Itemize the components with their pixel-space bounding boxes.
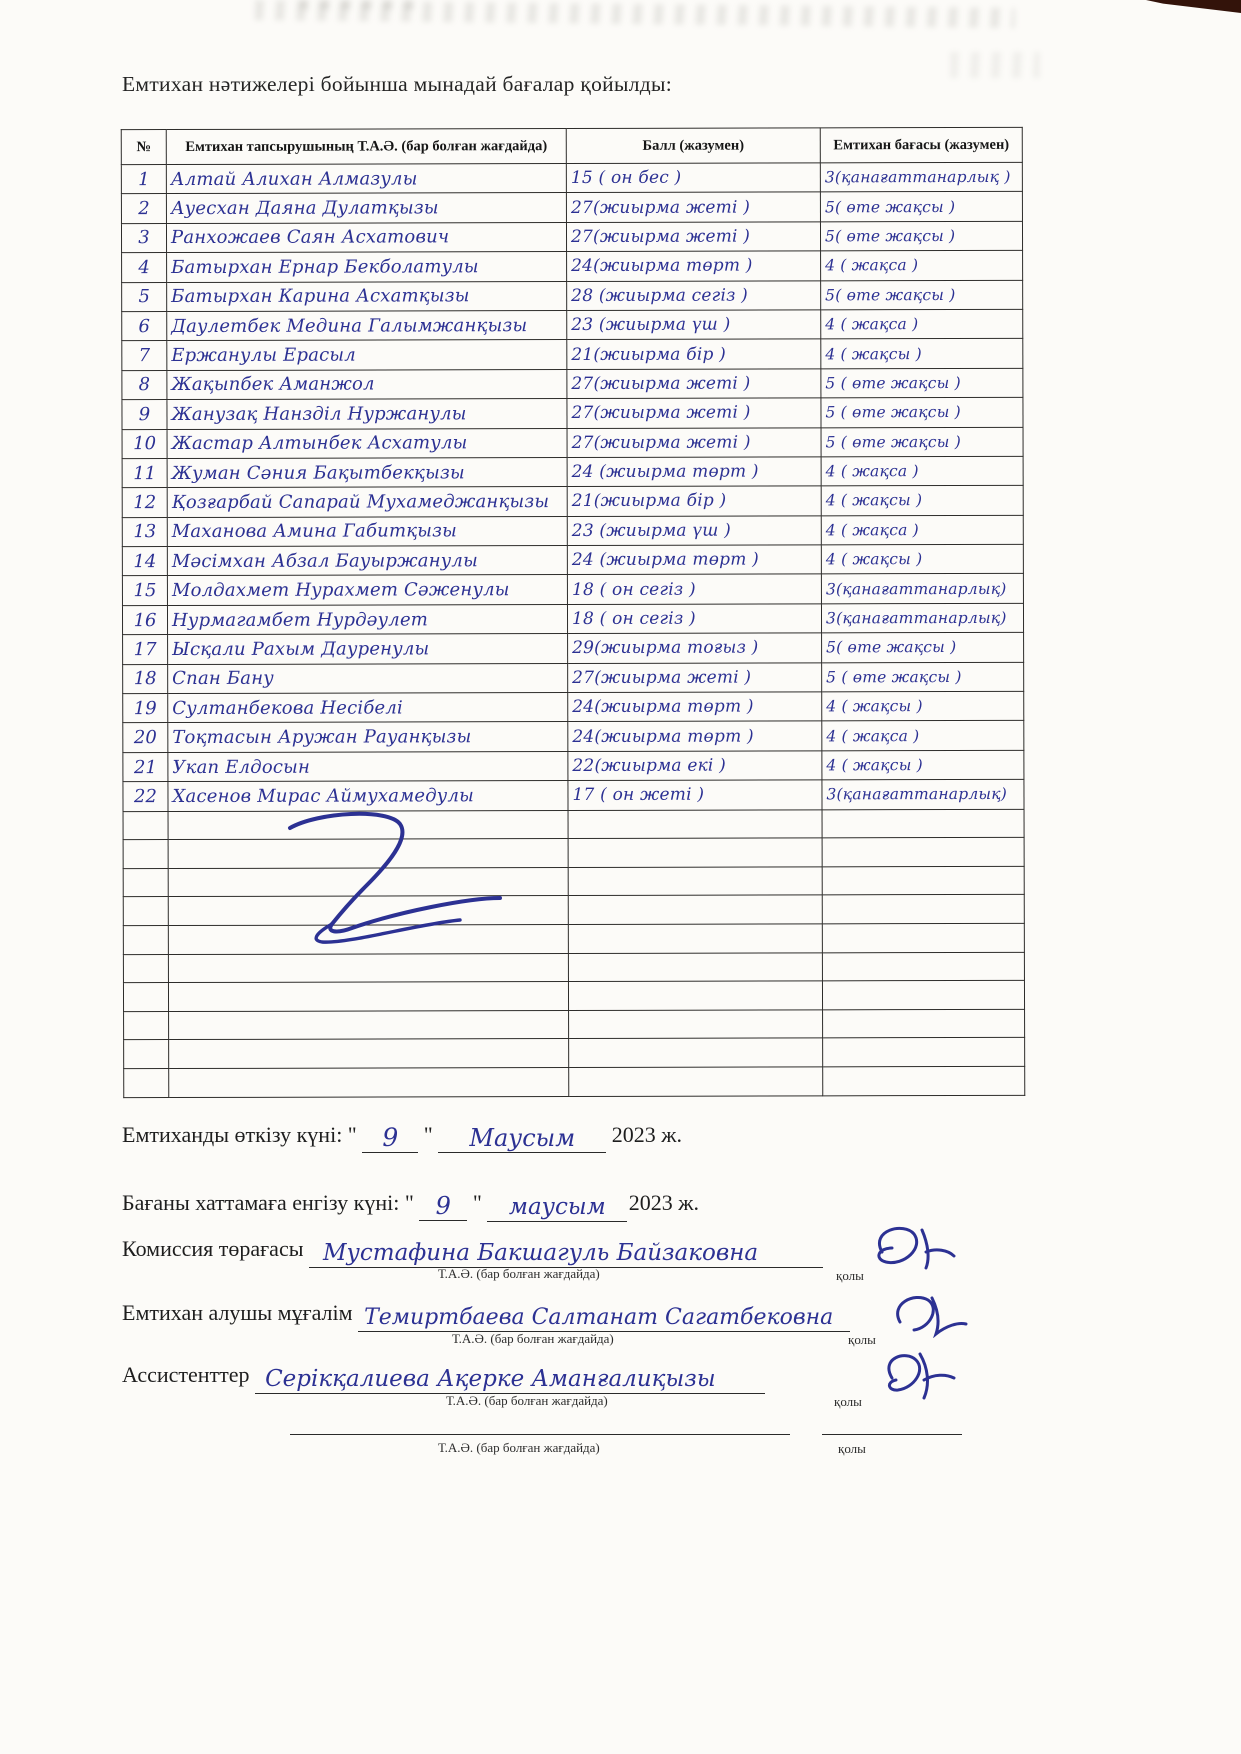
cell-score: 21(жиырма бір ) xyxy=(567,339,821,369)
chairman-sign-caption: қолы xyxy=(836,1268,864,1283)
chairman-line xyxy=(122,1236,823,1268)
empty-table-row xyxy=(124,1038,1025,1069)
header-score: Балл (жазумен) xyxy=(566,128,820,164)
cell-num: 17 xyxy=(123,635,168,665)
results-table-body xyxy=(121,162,1024,1097)
cell-num: 19 xyxy=(123,694,168,724)
cell-name: Батырхан Ернар Бекболатулы xyxy=(167,252,567,282)
table-row xyxy=(121,192,1022,224)
cell-grade: 3(қанағаттанарлық) xyxy=(821,574,1023,604)
empty-cell xyxy=(568,924,822,953)
cell-num: 20 xyxy=(123,723,168,753)
exam-date-line xyxy=(122,1122,682,1153)
protocol-date-year: 2023 ж. xyxy=(628,1190,699,1215)
empty-cell xyxy=(822,895,1024,924)
empty-table-row xyxy=(123,952,1024,983)
examiner-label: Емтихан алушы мұғалім xyxy=(122,1300,353,1325)
table-row xyxy=(122,280,1023,312)
empty-cell xyxy=(822,923,1024,952)
cell-grade: 4 ( жақсы ) xyxy=(821,339,1023,369)
cell-score: 23 (жиырма үш ) xyxy=(567,516,821,546)
cell-grade: 4 ( жақсы ) xyxy=(822,691,1024,721)
cell-grade: 3(қанағаттанарлық) xyxy=(821,603,1023,633)
table-row xyxy=(122,339,1023,371)
results-table-header xyxy=(121,127,1022,164)
assistants-label: Ассистенттер xyxy=(122,1362,250,1387)
cell-score: 27(жиырма жеті ) xyxy=(567,427,821,457)
empty-table-row xyxy=(123,980,1024,1011)
examiner-line xyxy=(122,1300,850,1332)
cell-score: 18 ( он сегіз ) xyxy=(567,574,821,604)
table-row xyxy=(122,574,1023,606)
table-row xyxy=(123,633,1024,665)
cell-name: Ержанулы Ерасыл xyxy=(167,340,567,370)
cell-grade: 4 ( жақса ) xyxy=(821,515,1023,545)
cell-num: 21 xyxy=(123,752,168,782)
cell-name: Мәсімхан Абзал Бауыржанулы xyxy=(167,546,567,576)
cell-num: 10 xyxy=(122,429,167,459)
header-number: № xyxy=(121,130,166,165)
empty-cell xyxy=(822,866,1024,895)
examiner-name: Темиртбаева Салтанат Сагатбековна xyxy=(358,1307,850,1332)
pen-flourish-signature xyxy=(248,802,538,952)
protocol-date-line xyxy=(122,1190,699,1222)
assistants-signature xyxy=(858,1348,958,1402)
cell-score: 24(жиырма төрт ) xyxy=(568,692,822,722)
cell-score: 28 (жиырма сегіз ) xyxy=(567,280,821,310)
protocol-date-label: Бағаны хаттамаға енгізу күні: " xyxy=(122,1190,414,1215)
quote-mark: " xyxy=(423,1122,433,1147)
cell-score: 27(жиырма жеті ) xyxy=(567,369,821,399)
cell-score: 17 ( он жеті ) xyxy=(568,780,822,810)
cell-grade: 3(қанағаттанарлық ) xyxy=(820,162,1022,192)
assistants-name-caption: Т.А.Ә. (бар болған жағдайда) xyxy=(446,1393,608,1408)
cell-num: 3 xyxy=(121,223,166,253)
empty-cell xyxy=(822,952,1024,981)
exam-date-year: 2023 ж. xyxy=(611,1122,682,1147)
table-row xyxy=(122,250,1023,282)
cell-grade: 4 ( жақсы ) xyxy=(822,750,1024,780)
blank-name-line xyxy=(290,1434,790,1435)
cell-num: 7 xyxy=(122,341,167,371)
empty-cell xyxy=(123,983,168,1012)
cell-num: 16 xyxy=(122,605,167,635)
cell-score: 21(жиырма бір ) xyxy=(567,486,821,516)
empty-cell xyxy=(124,1011,169,1040)
empty-cell xyxy=(823,1038,1025,1067)
cell-name: Алтай Алихан Алмазулы xyxy=(166,164,566,194)
table-row xyxy=(122,603,1023,635)
blank-sign-line xyxy=(822,1434,962,1435)
cell-score: 22(жиырма екі ) xyxy=(568,751,822,781)
assistants-sign-caption: қолы xyxy=(834,1394,862,1409)
header-grade: Емтихан бағасы (жазумен) xyxy=(820,127,1022,163)
cell-grade: 5( өте жақсы ) xyxy=(820,221,1022,251)
cell-score: 27(жиырма жеті ) xyxy=(568,662,822,692)
empty-cell xyxy=(568,981,822,1010)
cell-name: Жастар Алтынбек Асхатулы xyxy=(167,428,567,458)
cell-grade: 5 ( өте жақсы ) xyxy=(821,368,1023,398)
table-row xyxy=(123,691,1024,723)
cell-score: 15 ( он бес ) xyxy=(566,163,820,193)
exam-date-label: Емтиханды өткізу күні: " xyxy=(122,1122,357,1147)
cell-name: Батырхан Карина Асхатқызы xyxy=(167,281,567,311)
cell-name: Спан Бану xyxy=(168,663,568,693)
table-row xyxy=(123,750,1024,782)
empty-cell xyxy=(123,897,168,926)
cell-score: 29(жиырма тоғыз ) xyxy=(568,633,822,663)
cell-grade: 4 ( жақса ) xyxy=(821,456,1023,486)
cell-grade: 4 ( жақса ) xyxy=(821,309,1023,339)
empty-cell xyxy=(124,1040,169,1069)
table-row xyxy=(122,427,1023,459)
cell-num: 15 xyxy=(122,576,167,606)
cell-name: Нурмагамбет Нурдәулет xyxy=(167,604,567,634)
empty-table-row xyxy=(124,1066,1025,1097)
cell-name: Жанузақ Нанзділ Нуржанулы xyxy=(167,399,567,429)
cell-grade: 5( өте жақсы ) xyxy=(820,192,1022,222)
cell-score: 18 ( он сегіз ) xyxy=(567,604,821,634)
examiner-sign-caption: қолы xyxy=(848,1332,876,1347)
table-row xyxy=(122,544,1023,576)
examiner-signature xyxy=(880,1288,970,1338)
empty-cell xyxy=(569,1067,823,1096)
header-name: Емтихан тапсырушының Т.А.Ә. (бар болған жағдайда) xyxy=(166,129,566,165)
table-row xyxy=(122,397,1023,429)
cell-num: 2 xyxy=(121,194,166,224)
table-row xyxy=(122,456,1023,488)
empty-cell xyxy=(124,1068,169,1097)
chairman-signature xyxy=(852,1222,962,1274)
empty-cell xyxy=(822,980,1024,1009)
cell-num: 22 xyxy=(123,782,168,812)
empty-table-row xyxy=(124,1009,1025,1040)
chairman-label: Комиссия төрағасы xyxy=(122,1236,304,1261)
cell-grade: 5 ( өте жақсы ) xyxy=(821,397,1023,427)
table-row xyxy=(121,221,1022,253)
cell-score: 24(жиырма төрт ) xyxy=(567,251,821,281)
cell-num: 13 xyxy=(122,517,167,547)
cell-name: Қозғарбай Сапарай Мухамеджанқызы xyxy=(167,487,567,517)
table-row xyxy=(123,662,1024,694)
cell-grade: 4 ( жақса ) xyxy=(821,250,1023,280)
empty-cell xyxy=(169,1067,569,1097)
cell-name: Тоқтасын Аружан Рауанқызы xyxy=(168,722,568,752)
protocol-date-day: 9 xyxy=(419,1194,467,1221)
empty-cell xyxy=(568,809,822,838)
table-row xyxy=(121,162,1022,194)
header-row xyxy=(121,127,1022,164)
empty-cell xyxy=(822,809,1024,838)
cell-num: 8 xyxy=(122,370,167,400)
empty-cell xyxy=(169,1039,569,1069)
assistants-line xyxy=(122,1362,765,1394)
empty-cell xyxy=(568,952,822,981)
cell-grade: 3(қанағаттанарлық) xyxy=(822,780,1024,810)
cell-score: 27(жиырма жеті ) xyxy=(566,222,820,252)
cell-num: 5 xyxy=(122,282,167,312)
empty-cell xyxy=(168,953,568,983)
cell-score: 23 (жиырма үш ) xyxy=(567,310,821,340)
quote-mark: " xyxy=(472,1190,482,1215)
empty-cell xyxy=(123,954,168,983)
cell-score: 27(жиырма жеті ) xyxy=(567,398,821,428)
results-table xyxy=(121,127,1026,1098)
empty-cell xyxy=(123,926,168,955)
cell-name: Жақыпбек Аманжол xyxy=(167,369,567,399)
cell-grade: 5( өте жақсы ) xyxy=(821,280,1023,310)
cell-name: Султанбекова Несібелі xyxy=(168,693,568,723)
cell-grade: 5( өте жақсы ) xyxy=(822,633,1024,663)
table-row xyxy=(122,368,1023,400)
empty-cell xyxy=(569,1010,823,1039)
empty-cell xyxy=(569,1038,823,1067)
cell-name: Хасенов Мирас Аймухамедулы xyxy=(168,781,568,811)
cell-grade: 5 ( өте жақсы ) xyxy=(822,662,1024,692)
cell-grade: 5 ( өте жақсы ) xyxy=(821,427,1023,457)
cell-score: 27(жиырма жеті ) xyxy=(566,192,820,222)
cell-name: Ысқали Рахым Дауренулы xyxy=(168,634,568,664)
table-row xyxy=(122,309,1023,341)
cell-num: 12 xyxy=(122,488,167,518)
cell-name: Ауесхан Даяна Дулатқызы xyxy=(166,193,566,223)
empty-cell xyxy=(123,868,168,897)
empty-cell xyxy=(169,1010,569,1040)
empty-cell xyxy=(823,1009,1025,1038)
cell-num: 9 xyxy=(122,400,167,430)
cell-name: Маханова Амина Габитқызы xyxy=(167,516,567,546)
page-title: Емтихан нәтижелері бойынша мынадай бағалар қойылды: xyxy=(122,72,673,96)
exam-date-month: Маусым xyxy=(438,1126,606,1153)
cell-name: Ранхожаев Саян Асхатович xyxy=(166,222,566,252)
empty-cell xyxy=(568,867,822,896)
cell-num: 1 xyxy=(121,165,166,195)
empty-cell xyxy=(123,811,168,840)
cell-name: Молдахмет Нурахмет Сәженулы xyxy=(167,575,567,605)
exam-date-day: 9 xyxy=(362,1125,418,1153)
table-row xyxy=(122,486,1023,518)
blank-name-caption: Т.А.Ә. (бар болған жағдайда) xyxy=(438,1440,600,1455)
cell-name: Даулетбек Медина Галымжанқызы xyxy=(167,310,567,340)
cell-num: 4 xyxy=(122,253,167,283)
cell-num: 6 xyxy=(122,312,167,342)
bleed-through-smudge xyxy=(300,0,420,10)
cell-grade: 4 ( жақса ) xyxy=(822,721,1024,751)
cell-num: 18 xyxy=(123,664,168,694)
empty-cell xyxy=(568,838,822,867)
assistants-name: Серікқалиева Ақерке Аманғалиқызы xyxy=(255,1368,765,1394)
cell-num: 11 xyxy=(122,458,167,488)
cell-score: 24(жиырма төрт ) xyxy=(568,721,822,751)
blank-sign-caption: қолы xyxy=(838,1441,866,1456)
empty-cell xyxy=(123,840,168,869)
cell-num: 14 xyxy=(122,547,167,577)
empty-cell xyxy=(168,982,568,1012)
cell-score: 24 (жиырма төрт ) xyxy=(567,457,821,487)
empty-cell xyxy=(822,838,1024,867)
scan-corner-artifact xyxy=(1146,0,1241,13)
empty-cell xyxy=(823,1066,1025,1095)
cell-grade: 4 ( жақсы ) xyxy=(821,486,1023,516)
chairman-name-caption: Т.А.Ә. (бар болған жағдайда) xyxy=(438,1266,600,1281)
chairman-name: Мустафина Бакшагуль Байзаковна xyxy=(309,1242,823,1268)
cell-score: 24 (жиырма төрт ) xyxy=(567,545,821,575)
table-row xyxy=(122,515,1023,547)
examiner-name-caption: Т.А.Ә. (бар болған жағдайда) xyxy=(452,1331,614,1346)
cell-name: Жуман Сәния Бақытбекқызы xyxy=(167,457,567,487)
empty-cell xyxy=(568,895,822,924)
table-row xyxy=(123,721,1024,753)
bleed-through-smudge xyxy=(950,52,1040,78)
cell-grade: 4 ( жақсы ) xyxy=(821,544,1023,574)
protocol-date-month: маусым xyxy=(487,1196,627,1222)
cell-name: Укап Елдосын xyxy=(168,751,568,781)
